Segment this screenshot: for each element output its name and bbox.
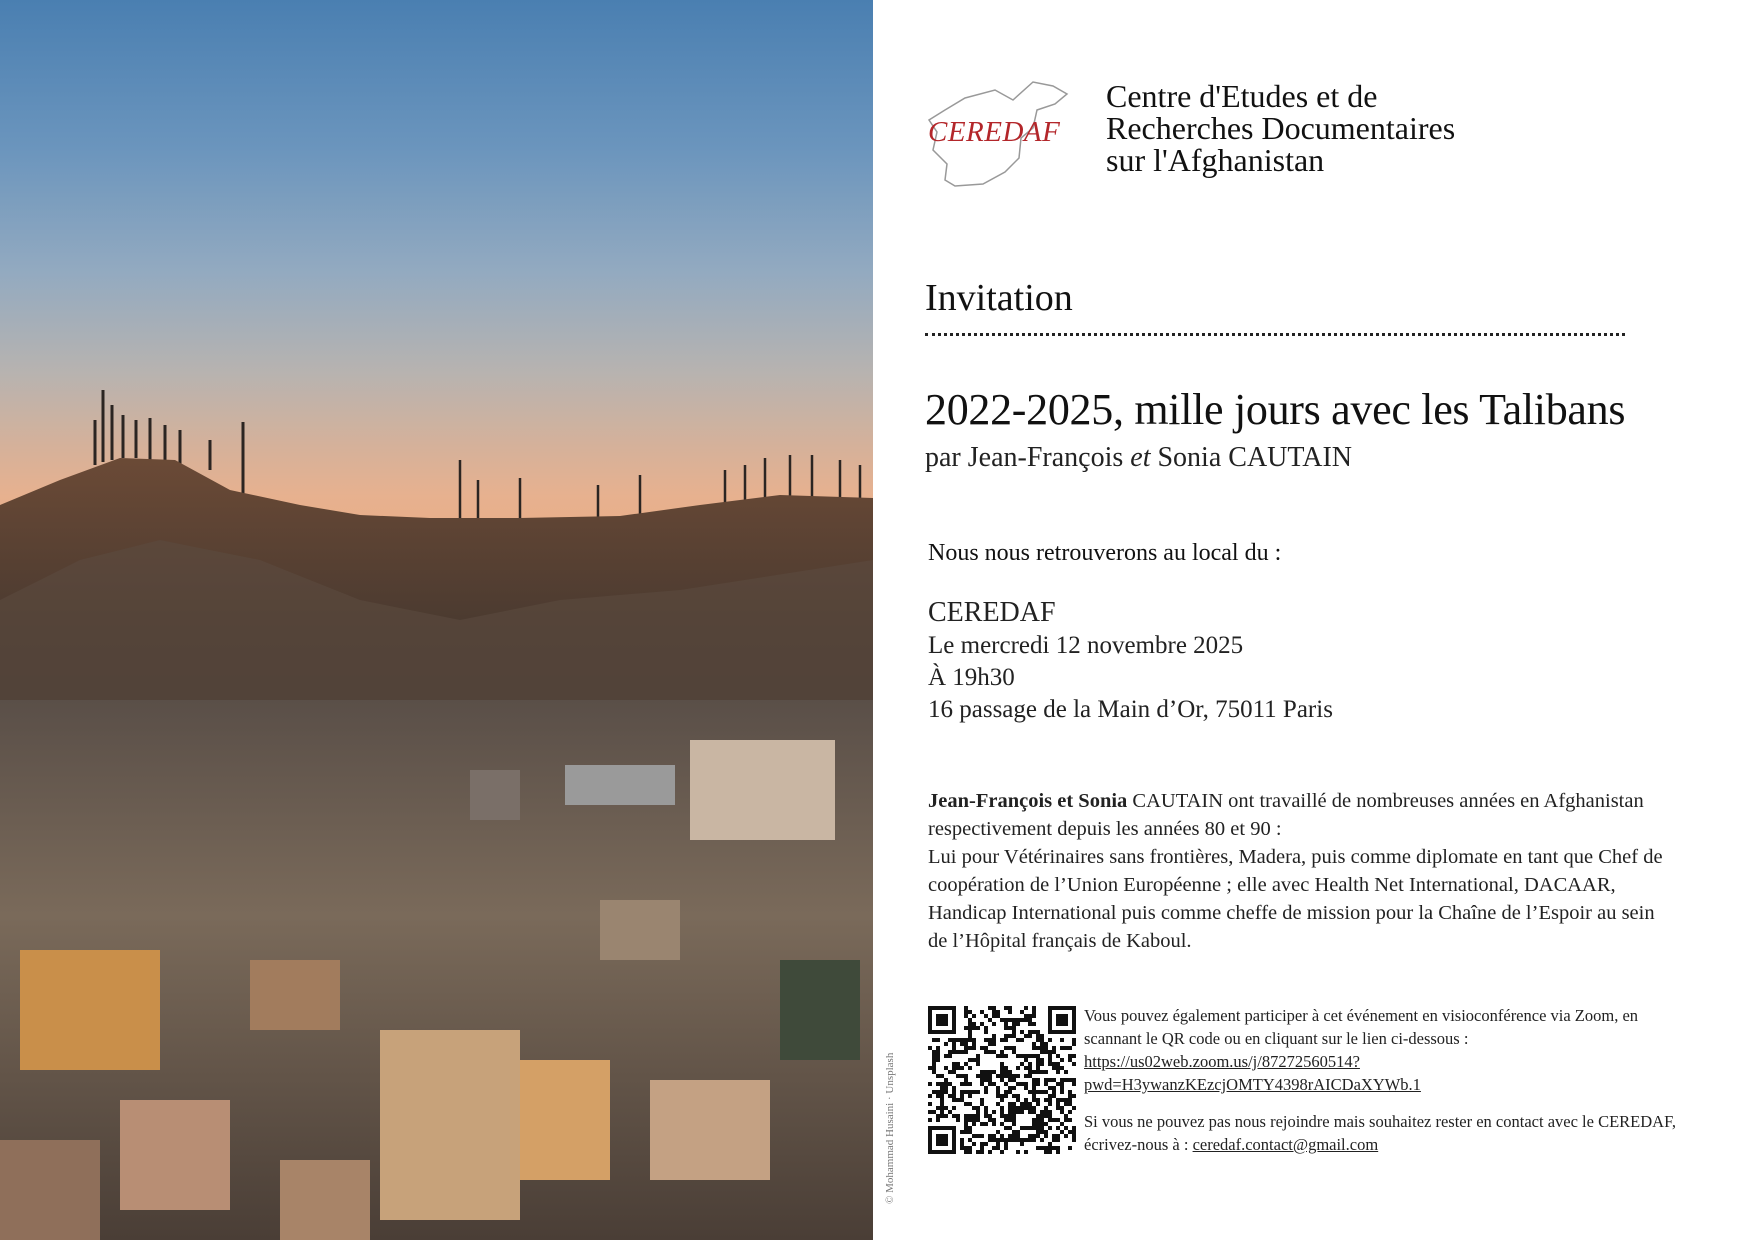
authors-rest: Sonia CAUTAIN [1157, 442, 1353, 473]
event-date: Le mercredi 12 novembre 2025 [928, 632, 1244, 659]
zoom-qr-code[interactable] [928, 1006, 1076, 1154]
contact-info [1084, 1110, 1684, 1156]
zoom-info [1084, 1004, 1684, 1096]
organization-name-line: sur l'Afghanistan [1106, 142, 1325, 178]
photo-credit: © Mohammad Husaini · Unsplash [884, 1052, 896, 1204]
venue-name: CEREDAF [928, 597, 1056, 628]
authors-by: par Jean-François [925, 442, 1124, 473]
zoom-link-line-1[interactable]: https://us02web.zoom.us/j/87272560514? [1084, 1052, 1360, 1071]
bio-details: Lui pour Vétérinaires sans frontières, Madera, puis comme diplomate en tant que Chef de coopération de l’Union Européenne ; elle avec Health Net International, DACAAR, Handicap International puis comme cheffe de mission pour la Chaîne de l’Espoir au sein de l’Hôpital français de Kaboul. [928, 846, 1663, 952]
dotted-divider [925, 333, 1625, 336]
contact-text: Si vous ne pouvez pas nous rejoindre mais souhaitez rester en contact avec le CEREDAF, écrivez-nous à : [1084, 1112, 1677, 1154]
event-authors [925, 442, 1352, 474]
venue-address: 16 passage de la Main d’Or, 75011 Paris [928, 696, 1333, 723]
bio-names: Jean-François et Sonia [928, 790, 1128, 812]
zoom-link-line-2[interactable]: pwd=H3ywanzKEzcjOMTY4398rAICDaXYWb.1 [1084, 1075, 1421, 1094]
event-time: À 19h30 [928, 664, 1015, 691]
invitation-heading: Invitation [925, 277, 1073, 319]
contact-email-link[interactable]: ceredaf.contact@gmail.com [1192, 1135, 1379, 1154]
venue-details [928, 596, 1333, 726]
ceredaf-logo-text: CEREDAF [928, 116, 1061, 148]
bio-lead: CAUTAIN ont travaillé de nombreuses années en Afghanistan respectivement depuis les années 80 et 90 : [928, 790, 1644, 840]
city-landscape-illustration [0, 0, 873, 1240]
organization-name [1106, 80, 1566, 176]
speakers-bio [928, 787, 1668, 955]
organization-name-line: Recherches Documentaires [1106, 110, 1456, 146]
meeting-intro: Nous nous retrouverons au local du : [928, 540, 1282, 566]
organization-name-line: Centre d'Etudes et de [1106, 78, 1378, 114]
authors-and: et [1130, 442, 1151, 473]
event-title: 2022-2025, mille jours avec les Talibans [925, 385, 1626, 434]
zoom-text: Vous pouvez également participer à cet événement en visioconférence via Zoom, en scannant le QR code ou en cliquant sur le lien ci-dessous : [1084, 1006, 1639, 1048]
